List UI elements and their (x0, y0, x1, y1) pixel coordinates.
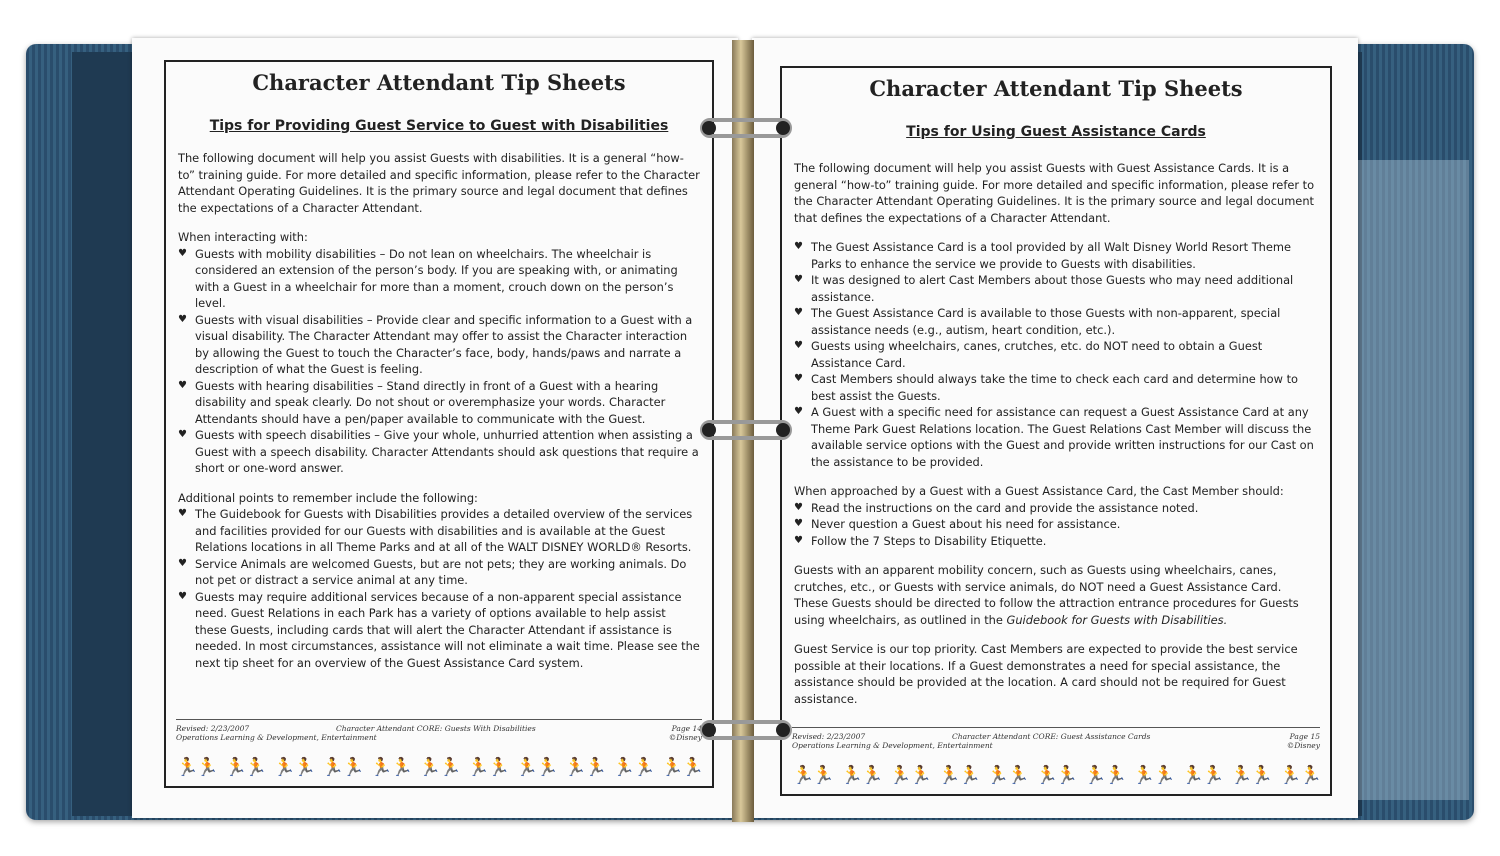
binder-ring (700, 720, 792, 740)
footer-copyright: ©Disney (1286, 741, 1320, 750)
binder-ring (700, 118, 792, 138)
mickey-head-icon: ♥ (178, 313, 187, 325)
interaction-list (178, 246, 700, 477)
mickey-head-icon: ♥ (794, 307, 803, 318)
mickey-head-icon: ♥ (794, 340, 803, 351)
list-item: ♥ Guests with hearing disabilities – Stand directly in front of a Guest with a hearing disability and speak clearly. Do not shout or overemphasize your words. Character Attendants should have a pen/paper available to communicate with the Guest. (178, 378, 666, 426)
intro-paragraph: The following document will help you assist Guests with disabilities. It is a general “how-to” training guide. For more detailed and specific information, please refer to the Character Attendant Operating Guidelines. It is the primary source and legal document that defines the expectations of a Character Attendant. (178, 151, 700, 215)
additional-points-list (178, 506, 700, 671)
cast-member-steps-list (794, 500, 1318, 550)
list-heading: When interacting with: (178, 230, 308, 244)
footer-revised: Revised: 2/23/2007 (792, 732, 866, 741)
list-item: ♥ Follow the 7 Steps to Disability Etiquette. (794, 533, 1047, 548)
footer-doc: Character Attendant CORE: Guests With Disabilities (336, 724, 536, 733)
character-silhouette-icon: 🏃🏃 🏃🏃 🏃🏃 🏃🏃 🏃🏃 🏃🏃 🏃🏃 🏃🏃 🏃🏃 🏃🏃 🏃🏃 (176, 756, 702, 778)
left-page (132, 38, 738, 818)
character-silhouette-icon: 🏃🏃 🏃🏃 🏃🏃 🏃🏃 🏃🏃 🏃🏃 🏃🏃 🏃🏃 🏃🏃 🏃🏃 🏃🏃 (792, 764, 1320, 786)
list-item: ♥ Guests using wheelchairs, canes, crutches, etc. do NOT need to obtain a Guest Assistance Card. (794, 339, 1263, 370)
right-page-frame (780, 66, 1332, 796)
footer-copyright: ©Disney (668, 733, 702, 742)
list-item: ♥ The Guest Assistance Card is available to those Guests with non-apparent, special assistance needs (e.g., autism, heart condition, etc.). (794, 306, 1281, 337)
right-page (752, 38, 1358, 818)
mickey-head-icon: ♥ (794, 241, 803, 252)
list-item: ♥ A Guest with a specific need for assistance can request a Guest Assistance Card at any Theme Park Guest Relations location. The Guest Relations Cast Member will discuss the available service options with the Guest and provide written instructions for our Cast on the assistance to be provided. (794, 405, 1314, 469)
page-body (794, 160, 1318, 720)
mickey-head-icon: ♥ (178, 590, 187, 602)
mickey-head-icon: ♥ (178, 379, 187, 391)
page-subtitle: Tips for Using Guest Assistance Cards (906, 124, 1206, 140)
assistance-card-list (794, 239, 1318, 470)
page-title: Character Attendant Tip Sheets (252, 70, 626, 95)
list-item: ♥ It was designed to alert Cast Members about those Guests who may need additional assistance. (794, 273, 1294, 304)
list-heading: Additional points to remember include the following: (178, 490, 478, 505)
page-footer (792, 727, 1320, 756)
footer-dept: Operations Learning & Development, Entertainment (792, 741, 993, 750)
list-heading: When approached by a Guest with a Guest Assistance Card, the Cast Member should: (794, 484, 1284, 498)
mickey-head-icon: ♥ (794, 501, 803, 513)
list-item: ♥ The Guidebook for Guests with Disabilities provides a detailed overview of the services and facilities provided for our Guests with disabilities and is available at the Guest Relations locations in all Theme Parks and at all of the WALT DISNEY WORLD® Resorts. (178, 507, 693, 554)
page-footer (176, 719, 702, 748)
footer-doc: Character Attendant CORE: Guest Assistance Cards (952, 732, 1151, 741)
intro-paragraph: The following document will help you assist Guests with Guest Assistance Cards. It is a general “how-to” training guide. For more detailed and specific information, please refer to the Character Attendant Operating Guidelines. It is the primary source and legal document that defines the expectations of a Character Attendant. (794, 161, 1315, 225)
list-item: ♥ Cast Members should always take the time to check each card and determine how to best assist the Guests. (794, 372, 1298, 403)
list-item: ♥ Never question a Guest about his need for assistance. (794, 517, 1121, 531)
page-body (178, 150, 700, 684)
mickey-head-icon: ♥ (794, 534, 803, 546)
mickey-head-icon: ♥ (178, 247, 187, 259)
mickey-head-icon: ♥ (794, 406, 803, 417)
left-page-frame (164, 60, 714, 788)
mickey-head-icon: ♥ (794, 518, 803, 529)
footer-page: Page 15 (1289, 732, 1320, 741)
mickey-head-icon: ♥ (178, 508, 187, 519)
footer-page: Page 14 (671, 724, 702, 733)
list-item: ♥ Guests with mobility disabilities – Do not lean on wheelchairs. The wheelchair is considered an extension of the person’s body. If you are speaking with, or animating with a Guest in a wheelchair for more than a moment, crouch down on the person’s level. (178, 246, 678, 310)
page-title: Character Attendant Tip Sheets (869, 76, 1243, 101)
list-item: ♥ Guests with visual disabilities – Provide clear and specific information to a Guest with a visual disability. The Character Attendant may offer to assist the Character interaction by allowing the Guest to touch the Character’s face, body, hands/paws and narrate a description of what the Guest is feeling. (178, 312, 693, 376)
list-item: ♥ Read the instructions on the card and provide the assistance noted. (794, 500, 1199, 515)
list-item: ♥ Guests may require additional services because of a non-apparent special assistance need. Guest Relations in each Park has a variety of options available to help assist these Guests, including cards that will alert the Character Attendant if assistance is needed. In most circumstances, assistance will not eliminate a wait time. Please see the next tip sheet for an overview of the Guest Assistance Card system. (178, 589, 700, 670)
footer-revised: Revised: 2/23/2007 (176, 724, 250, 733)
list-item: ♥ Guests with speech disabilities – Give your whole, unhurried attention when assisting a Guest with a speech disability. Character Attendants should ask questions that require a short or one-word answer. (178, 428, 699, 475)
list-item: ♥ Service Animals are welcomed Guests, but are not pets; they are working animals. Do not pet or distract a service animal at any time. (178, 556, 687, 587)
guest-service-paragraph: Guest Service is our top priority. Cast Members are expected to provide the best service possible at their locations. If a Guest demonstrates a need for special assistance, the assistance should be provided at the location. A card should not be required for Guest assistance. (794, 642, 1298, 706)
list-item: ♥ The Guest Assistance Card is a tool provided by all Walt Disney World Resort Theme Parks to enhance the service we provide to Guests with disabilities. (794, 240, 1291, 271)
binder-ring (700, 420, 792, 440)
page-subtitle: Tips for Providing Guest Service to Guest with Disabilities (209, 118, 669, 134)
footer-dept: Operations Learning & Development, Entertainment (176, 733, 377, 742)
mobility-paragraph: Guests with an apparent mobility concern, such as Guests using wheelchairs, canes, crutches, etc., or Guests with service animals, do NOT need a Guest Assistance Card. These Guests should be directed to follow the attraction entrance procedures for Guests using wheelchairs, as outlined in the Guidebook for Guests with Disabilities. (794, 563, 1299, 627)
mickey-head-icon: ♥ (794, 373, 803, 384)
mickey-head-icon: ♥ (178, 557, 187, 569)
mickey-head-icon: ♥ (178, 429, 187, 440)
guidebook-title: Guidebook for Guests with Disabilities. (1006, 612, 1228, 627)
mickey-head-icon: ♥ (794, 274, 803, 285)
